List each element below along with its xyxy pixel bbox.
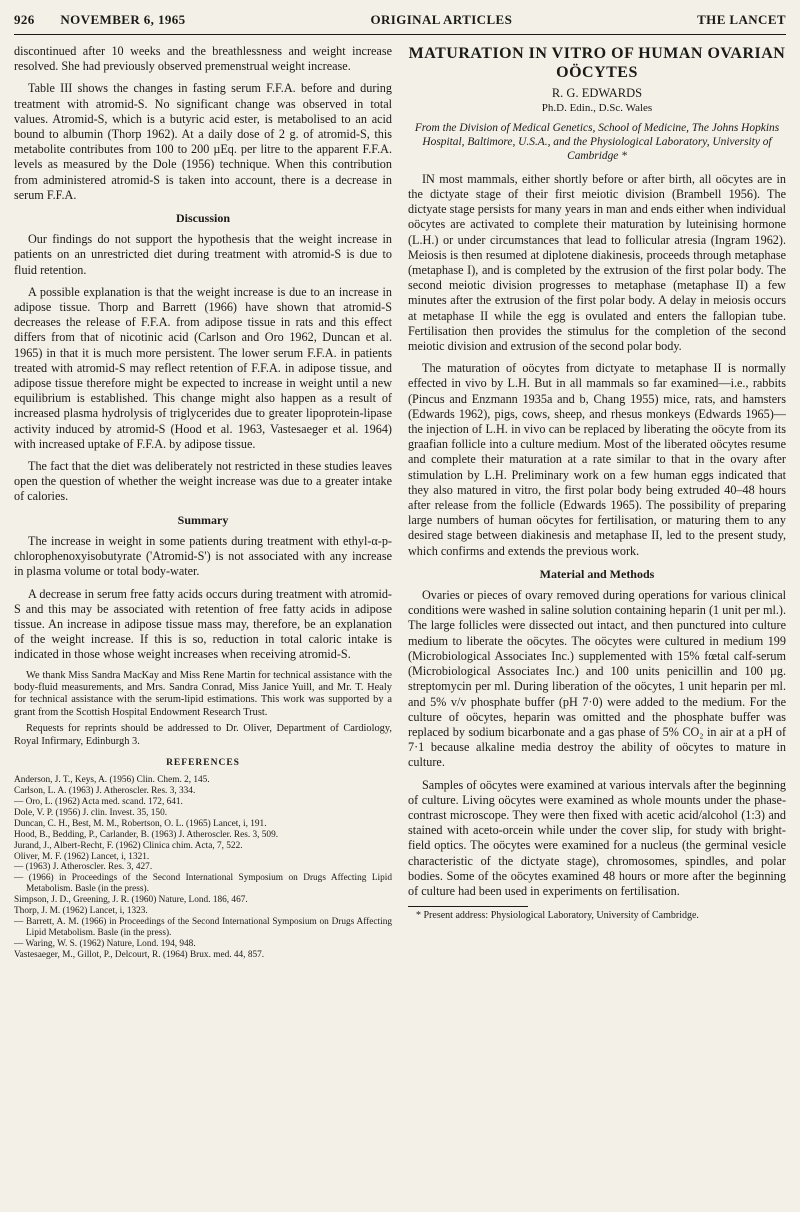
reference-list: [14, 775, 392, 960]
reference-item: — Barrett, A. M. (1966) in Proceedings of the Second International Symposium on Drugs Affecting Lipid Metabolism. Basle (in the press).: [14, 916, 392, 938]
reference-item: Oliver, M. F. (1962) Lancet, i, 1321.: [14, 851, 150, 862]
paragraph: A possible explanation is that the weight increase is due to an increase in adipose tissue. Thorp and Barrett (1966) have shown that atromid-S decreases the release of F.F.A. from adipose tissue in rats and this effect differs from that of nicotinic acid (Carlson and Oro 1962, Duncan et al. 1965) in that it is much more persistent. The lower serum F.F.A. in patients treated with atromid-S may reflect retention of F.F.A. in adipose tissue, and adipose tissue therefore might be expected to increase in weight until a new equilibrium is established. This change might also happen as a result of increased plasma hydrolysis of triglycerides due to greater lipoprotein-lipase activity induced by atromid-S (Hood et al. 1963, Vastesaeger et al. 1964) with increased uptake of F.F.A. by adipose tissue.: [14, 284, 392, 451]
paragraph: A decrease in serum free fatty acids occurs during treatment with atromid-S and this may be associated with retention of free fatty acids in adipose tissue. An increase in adipose tissue mass may, therefore, be an explanation of the weight increase. If this is so, reduction in total caloric intake is indicated in those whose weight increases when receiving atromid-S.: [14, 586, 392, 662]
right-column: [408, 44, 786, 922]
reference-item: Duncan, C. H., Best, M. M., Robertson, O. L. (1965) Lancet, i, 191.: [14, 818, 267, 829]
author-name: R. G. EDWARDS: [551, 86, 643, 100]
reference-item: Vastesaeger, M., Gillot, P., Delcourt, R. (1964) Brux. med. 44, 857.: [14, 949, 265, 960]
paragraph: The maturation of oöcytes from dictyate to metaphase II is normally effected in vivo by L.H. But in all mammals so far examined—i.e., rabbits (Pincus and Enzmann 1935a and b, Chang 1955) mice, rats, and hamsters (Edwards 1962), pigs, cows, sheep, and rhesus monkeys (Edwards 1965)—the injection of L.H. in vivo can be replaced by liberating the oöcyte from its graafian follicle into a culture medium. Most of the liberated oöcytes resume and complete their maturation at a rate similar to that in the ovary after stimulation by L.H. Preliminary work on a few human eggs indicated that they also matured in vitro, the first polar body being extruded 40–48 hours after release from the follicle (Edwards 1965). The possibility of preparing large numbers of human oöcytes for fertilisation, or maturing them to any desired stage between diakinesis and metaphase II, led to the present study, which confirms and extends the previous work.: [408, 361, 786, 558]
header-left: [14, 12, 186, 28]
article-title: MATURATION IN VITRO OF HUMAN OVARIAN OÖCYTES: [408, 45, 786, 81]
reference-item: — (1963) J. Atheroscler. Res. 3, 427.: [14, 862, 153, 873]
section-label: ORIGINAL ARTICLES: [370, 12, 513, 27]
left-column: [14, 44, 392, 961]
footnote-rule: [408, 906, 528, 907]
references-heading: REFERENCES: [166, 757, 240, 768]
footnote: * Present address: Physiological Laboratory, University of Cambridge.: [416, 910, 699, 922]
header-rule: [14, 34, 786, 35]
section-heading-methods: Material and Methods: [539, 566, 655, 581]
reference-item: Hood, B., Bedding, P., Carlander, B. (1963) J. Atheroscler. Res. 3, 509.: [14, 829, 279, 840]
paragraph: Table III shows the changes in fasting serum F.F.A. before and during treatment with atromid-S. No significant change was observed in total values. Atromid-S, which is a butyric acid ester, is metabolised to an acid bound to albumin (Thorp 1962). At a daily dose of 2 g. of atromid-S, this metabolite contributes from 100 to 200 µEq. per litre to the apparent F.F.A. levels as measured by the Dole (1956) technique. When this contribution from administered atromid-S is taken into account, there is a decrease in serum F.F.A.: [14, 81, 392, 202]
paragraph: discontinued after 10 weeks and the breathlessness and weight increase resolved. She had previously observed premenstrual weight increase.: [14, 44, 392, 74]
reference-item: — Waring, W. S. (1962) Nature, Lond. 194, 948.: [14, 938, 196, 949]
author-affiliation: From the Division of Medical Genetics, School of Medicine, The Johns Hopkins Hospital, Baltimore, U.S.A., and the Physiological Laboratory, University of Cambridge *: [414, 122, 780, 162]
section-heading-discussion: Discussion: [175, 211, 231, 226]
acknowledgement-text: We thank Miss Sandra MacKay and Miss Rene Martin for technical assistance with the body-fluid measurements, and Mrs. Sandra Conrad, Miss Janice Yuill, and Mr. T. Healy for technical assistance with the serum-lipid estimations. This work was supported by a grant from the Scottish Hospital Endowment Research Trust.: [14, 669, 392, 718]
reference-item: — Oro, L. (1962) Acta med. scand. 172, 641.: [14, 796, 183, 807]
paragraph: The fact that the diet was deliberately not restricted in these studies leaves open the question of whether the weight increase was due to a greater intake of calories.: [14, 459, 392, 504]
paragraph: Our findings do not support the hypothesis that the weight increase in patients on an unrestricted diet during treatment with atromid-S is due to fluid retention.: [14, 232, 392, 277]
reference-item: — (1966) in Proceedings of the Second International Symposium on Drugs Affecting Lipid Metabolism. Basle (in the press).: [14, 873, 392, 895]
reference-item: Anderson, J. T., Keys, A. (1956) Clin. Chem. 2, 145.: [14, 775, 210, 786]
acknowledgements: [14, 670, 392, 748]
reference-item: Jurand, J., Albert-Recht, F. (1962) Clinica chim. Acta, 7, 522.: [14, 840, 243, 851]
paragraph: Ovaries or pieces of ovary removed during operations for various clinical conditions were washed in saline solution containing heparin (1 unit per ml.). The large follicles were dissected out intact, and then punctured into culture medium to liberate the oöcytes. The oöcytes were cultured in medium 199 (Microbiological Associates Inc.) supplemented with 15% fœtal calf-serum (Microbiological Associates Inc.) and 100 units penicillin and 100 µg. streptomycin per ml. During liberation of the oöcytes, 1 unit heparin per ml. and 5% v/v phosphate buffer (pH 7·0) were added to the medium. For the culture of oöcytes, heparin was omitted and the phosphate buffer was replaced by sodium bicarbonate and a gas phase of 5% CO₂ in air at a pH of 7·1 because alkaline media destroy the ability of oöcytes to mature in culture.: [408, 588, 786, 770]
page-number: 926: [14, 12, 35, 27]
reprint-request: Requests for reprints should be addressed to Dr. Oliver, Department of Cardiology, Royal Infirmary, Edinburgh 3.: [14, 723, 392, 747]
reference-item: Dole, V. P. (1956) J. clin. Invest. 35, 150.: [14, 807, 168, 818]
issue-date: NOVEMBER 6, 1965: [60, 12, 186, 27]
reference-item: Simpson, J. D., Greening, J. R. (1960) Nature, Lond. 186, 467.: [14, 895, 248, 906]
reference-item: Carlson, L. A. (1963) J. Atheroscler. Res. 3, 334.: [14, 786, 196, 797]
paragraph: IN most mammals, either shortly before or after birth, all oöcytes are in the dictyate stage of their first meiotic division (Brambell 1956). The dictyate stage persists for many years in man and ends either when individual oöcytes are activated to complete their maturation by luteinising hormone (L.H.) or under circumstances that lead to follicular atresia (Ingram 1962). Meiosis is then resumed at diplotene diakinesis, proceeds through metaphase (metaphase I), and is completed by the extrusion of the first polar body. The second meiotic division progresses to metaphase (metaphase II) a few minutes after the extrusion of the first polar body. A delay in meiosis occurs at metaphase II while the egg is ovulated and enters the fallopian tube. Fertilisation then provides the stimulus for the completion of the second meiotic division and extrusion of the second polar body.: [408, 171, 786, 354]
paragraph: The increase in weight in some patients during treatment with ethyl-α-p-chlorophenoxyisobutyrate ('Atromid-S') is not associated with any increase in plasma volume or total body-water.: [14, 533, 392, 579]
author-degrees: Ph.D. Edin., D.Sc. Wales: [541, 102, 653, 115]
section-heading-summary: Summary: [177, 512, 229, 527]
journal-name: THE LANCET: [697, 12, 786, 27]
reference-item: Thorp, J. M. (1962) Lancet, i, 1323.: [14, 906, 148, 917]
running-header: [14, 12, 786, 34]
paragraph: Samples of oöcytes were examined at various intervals after the beginning of culture. Living oöcytes were examined as whole mounts under the phase-contrast microscope. They were then fixed with acetic acid/alcohol (1:3) and stained with aceto-orcein while under the cover slip, for study with bright-field optics. The oöcytes were examined for a nucleus (the germinal vesicle characteristic of the dictyate stage), chromosomes, spindles, and polar bodies. Some of the oöcytes examined 48 hours or more after the beginning of culture had been used in experiments on fertilisation.: [408, 777, 786, 898]
